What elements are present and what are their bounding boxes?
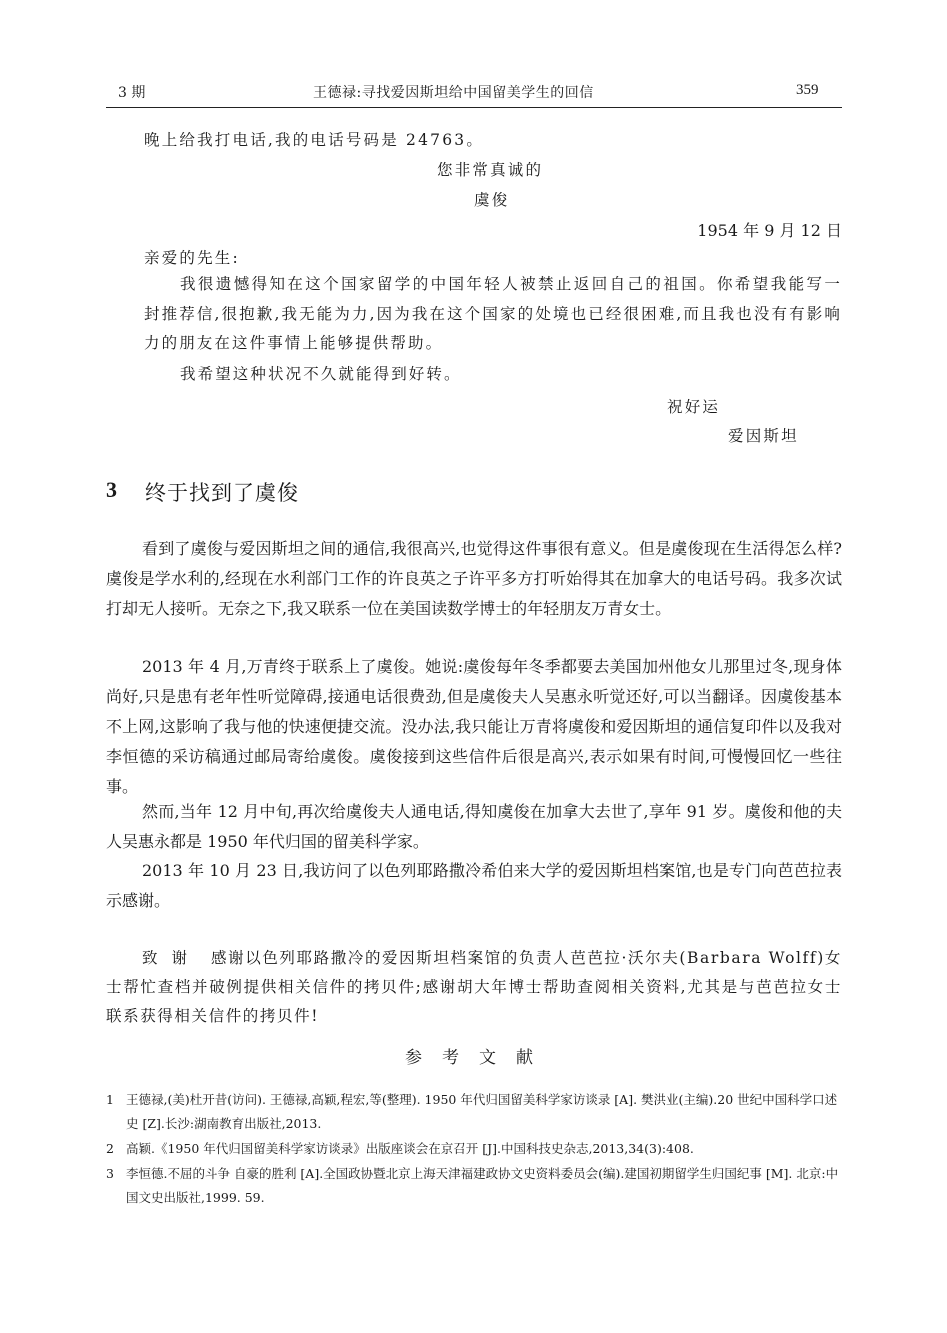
reference-number: 2 — [106, 1141, 114, 1156]
header-rule — [106, 107, 842, 108]
reference-text: 王德禄,(美)杜开昔(访问). 王德禄,高颖,程宏,等(整理). 1950 年代归国留美科学家访谈录 [A]. 樊洪业(主编).20 世纪中国科学口述史 [Z].长沙:湖南教育出版社,2013. — [126, 1092, 838, 1131]
letter2-body-paragraph-2: 我希望这种状况不久就能得到好转。 — [180, 365, 462, 383]
body-paragraph-1: 看到了虞俊与爱因斯坦之间的通信,我很高兴,也觉得这件事很有意义。但是虞俊现在生活得怎么样? 虞俊是学水利的,经现在水利部门工作的许良英之子许平多方打听始得其在加拿大的电话号码。我多次试打却无人接听。无奈之下,我又联系一位在美国读数学博士的年轻朋友万青女士。 — [106, 539, 842, 618]
body-paragraph-4: 2013 年 10 月 23 日,我访问了以色列耶路撒冷希伯来大学的爱因斯坦档案馆,也是专门向芭芭拉表示感谢。 — [106, 861, 842, 910]
letter1-signature: 虞俊 — [474, 191, 510, 209]
section-number: 3 — [106, 477, 117, 502]
acknowledgment-label: 致谢 — [142, 949, 202, 967]
references-title: 参考文献 — [405, 1048, 553, 1068]
body-paragraph-3: 然而,当年 12 月中旬,再次给虞俊夫人通电话,得知虞俊在加拿大去世了,享年 91 岁。虞俊和他的夫人吴惠永都是 1950 年代归国的留美科学家。 — [106, 802, 842, 851]
running-title: 王德禄:寻找爱因斯坦给中国留美学生的回信 — [313, 85, 594, 101]
reference-text: 高颖.《1950 年代归国留美科学家访谈录》出版座谈会在京召开 [J].中国科技史杂志,2013,34(3):408. — [126, 1141, 694, 1156]
acknowledgment — [106, 944, 842, 1031]
page-number: 359 — [796, 82, 819, 98]
reference-item — [106, 1137, 842, 1161]
body-paragraph-2: 2013 年 4 月,万青终于联系上了虞俊。她说:虞俊每年冬季都要去美国加州他女儿那里过冬,现身体尚好,只是患有老年性听觉障碍,接通电话很费劲,但是虞俊夫人吴惠永听觉还好,可以当翻译。因虞俊基本不上网,这影响了我与他的快速便捷交流。没办法,我只能让万青将虞俊和爱因斯坦的通信复印件以及我对李恒德的采访稿通过邮局寄给虞俊。虞俊接到这些信件后很是高兴,表示如果有时间,可慢慢回忆一些往事。 — [106, 657, 842, 796]
letter2-salutation: 亲爱的先生: — [144, 249, 240, 267]
letter2-sign-off: 祝好运 — [667, 398, 721, 416]
section-title: 终于找到了虞俊 — [145, 481, 299, 505]
acknowledgment-text: 感谢以色列耶路撒冷的爱因斯坦档案馆的负责人芭芭拉·沃尔夫(Barbara Wolff)女士帮忙查档并破例提供相关信件的拷贝件;感谢胡大年博士帮助查阅相关资料,尤其是与芭芭拉女士联系获得相关信件的拷贝件! — [106, 949, 842, 1025]
letter1-sign-off: 您非常真诚的 — [437, 161, 544, 179]
letter1-closing-line: 晚上给我打电话,我的电话号码是 24763。 — [144, 131, 485, 149]
reference-item — [106, 1088, 842, 1136]
reference-text: 李恒德.不屈的斗争 自豪的胜利 [A].全国政协暨北京上海天津福建政协文史资料委员会(编).建国初期留学生归国纪事 [M]. 北京:中国文史出版社,1999. 59. — [126, 1166, 839, 1205]
reference-item — [106, 1162, 842, 1210]
reference-number: 3 — [106, 1166, 114, 1181]
reference-number: 1 — [106, 1092, 114, 1107]
letter2-body-paragraph: 我很遗憾得知在这个国家留学的中国年轻人被禁止返回自己的祖国。你希望我能写一封推荐信,很抱歉,我无能为力,因为我在这个国家的处境也已经很困难,而且我也没有有影响力的朋友在这件事情上能够提供帮助。 — [144, 275, 842, 352]
letter2-signature: 爱因斯坦 — [728, 427, 799, 445]
issue-number: 3 期 — [118, 85, 146, 101]
letter2-date: 1954 年 9 月 12 日 — [697, 221, 842, 240]
